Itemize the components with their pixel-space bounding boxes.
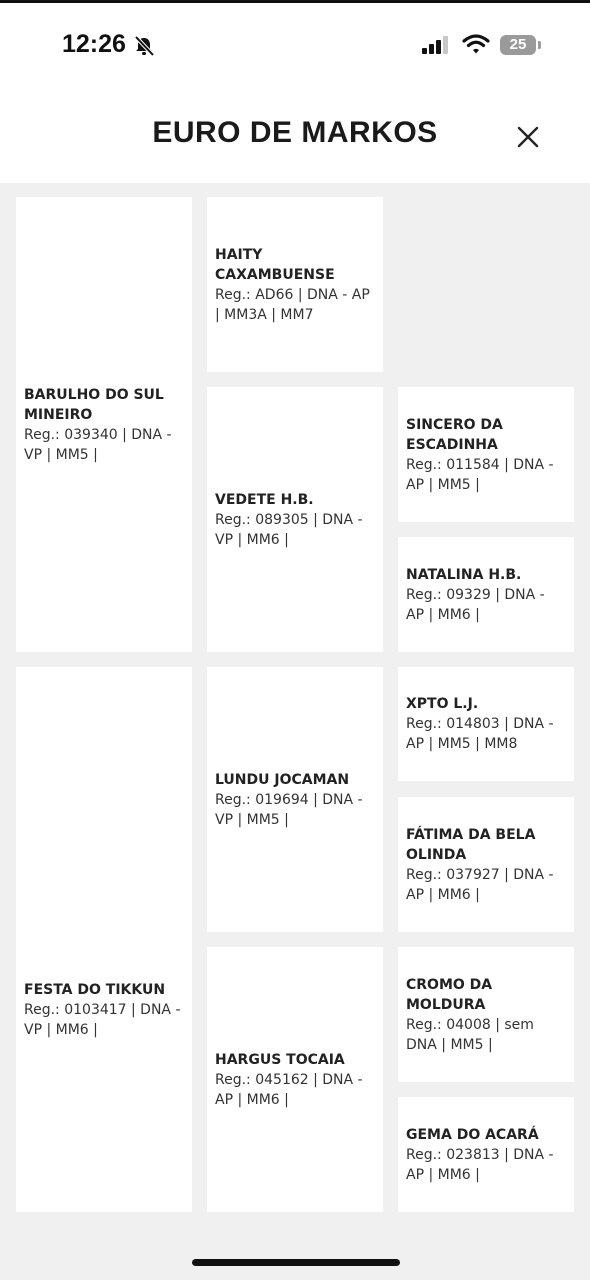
wifi-icon [462, 33, 490, 55]
animal-name: CROMO DA MOLDURA [406, 976, 493, 1013]
animal-registration: Reg.: 014803 | DNA - AP | MM5 | MM8 [406, 716, 554, 752]
battery-indicator: 25 [500, 35, 536, 55]
animal-name: FÁTIMA DA BELA OLINDA [406, 826, 536, 863]
pedigree-card-dam-dam-dam[interactable] [398, 1097, 574, 1212]
animal-name: GEMA DO ACARÁ [406, 1126, 539, 1143]
pedigree-card-sire-sire[interactable] [207, 197, 383, 372]
pedigree-card-sire-dam[interactable] [207, 387, 383, 652]
animal-registration: Reg.: 045162 | DNA - AP | MM6 | [215, 1071, 363, 1108]
animal-registration: Reg.: 089305 | DNA - VP | MM6 | [215, 511, 363, 548]
animal-name: SINCERO DA ESCADINHA [406, 416, 503, 453]
animal-registration: Reg.: 011584 | DNA - AP | MM5 | [406, 456, 554, 493]
cell-signal-icon [420, 35, 452, 55]
pedigree-card-sire-dam-dam[interactable] [398, 537, 574, 652]
home-indicator[interactable] [192, 1259, 400, 1266]
pedigree-card-dam-dam-sire[interactable] [398, 947, 574, 1082]
pedigree-card-dam-sire-sire[interactable] [398, 667, 574, 781]
animal-registration: Reg.: 0103417 | DNA - VP | MM6 | [24, 1001, 181, 1038]
animal-name: VEDETE H.B. [215, 491, 314, 508]
animal-registration: Reg.: 023813 | DNA - AP | MM6 | [406, 1146, 554, 1183]
animal-name: NATALINA H.B. [406, 566, 522, 583]
animal-name: HARGUS TOCAIA [215, 1051, 345, 1068]
pedigree-card-dam-sire[interactable] [207, 667, 383, 932]
pedigree-card-dam[interactable] [16, 667, 192, 1212]
bell-muted-icon [133, 35, 155, 57]
animal-registration: Reg.: AD66 | DNA - AP | MM3A | MM7 [215, 286, 370, 323]
animal-name: FESTA DO TIKKUN [24, 981, 166, 998]
animal-registration: Reg.: 04008 | sem DNA | MM5 | [406, 1016, 534, 1053]
animal-registration: Reg.: 037927 | DNA - AP | MM6 | [406, 866, 554, 903]
animal-registration: Reg.: 019694 | DNA - VP | MM5 | [215, 791, 363, 828]
pedigree-card-sire-dam-sire[interactable] [398, 387, 574, 522]
animal-name: XPTO L.J. [406, 696, 479, 712]
battery-tip [538, 41, 541, 49]
animal-name: HAITY CAXAMBUENSE [215, 246, 335, 283]
pedigree-card-dam-sire-dam[interactable] [398, 797, 574, 932]
animal-registration: Reg.: 09329 | DNA - AP | MM6 | [406, 586, 545, 623]
status-time: 12:26 [62, 30, 126, 58]
pedigree-card-sire[interactable] [16, 197, 192, 652]
page-title: EURO DE MARKOS [152, 116, 438, 149]
animal-name: BARULHO DO SUL MINEIRO [24, 386, 164, 423]
animal-registration: Reg.: 039340 | DNA - VP | MM5 | [24, 426, 172, 463]
close-icon[interactable] [515, 124, 541, 150]
animal-name: LUNDU JOCAMAN [215, 771, 350, 788]
pedigree-card-dam-dam[interactable] [207, 947, 383, 1212]
